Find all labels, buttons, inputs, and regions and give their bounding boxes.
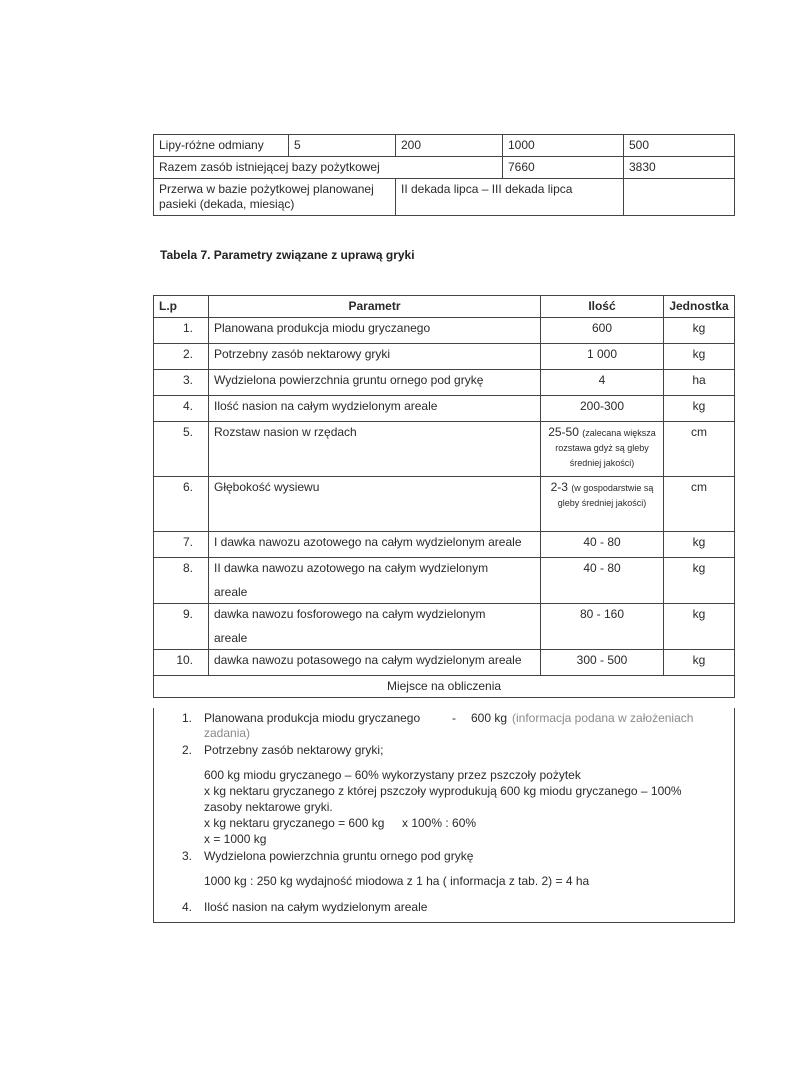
qty-note: (w gospodarstwie są gleby średniej jakości) xyxy=(557,483,654,508)
header-row xyxy=(154,296,735,318)
calc-item-3: Wydzielona powierzchnia gruntu ornego pod grykę xyxy=(204,849,474,863)
calc-header: Miejsce na obliczenia xyxy=(154,676,735,698)
param-line: II dawka nawozu azotowego na całym wydzielonym xyxy=(214,561,489,575)
table-row xyxy=(154,604,735,650)
calc-item-1: Planowana produkcja miodu gryczanego xyxy=(204,711,421,725)
header-unit: Jednostka xyxy=(664,296,735,318)
row-number: 3. xyxy=(154,370,209,396)
table-row xyxy=(154,157,735,179)
table-row xyxy=(154,318,735,344)
item-number: 2. xyxy=(181,743,192,757)
row-number: 1. xyxy=(154,318,209,344)
calc-dash: - xyxy=(452,711,456,725)
row-unit: kg xyxy=(664,650,735,676)
cell: 7660 xyxy=(503,157,624,179)
qty-value: 25-50 xyxy=(548,425,579,439)
table-row xyxy=(154,477,735,532)
calculations-area xyxy=(153,708,735,923)
calc-info: (informacja podana w założeniach xyxy=(512,711,694,725)
table-row xyxy=(154,396,735,422)
parameters-table xyxy=(153,295,735,698)
table-row xyxy=(154,422,735,477)
row-param: Głębokość wysiewu xyxy=(209,477,541,532)
row-number: 8. xyxy=(154,558,209,604)
row-param: Wydzielona powierzchnia gruntu ornego pod grykę xyxy=(209,370,541,396)
row-qty: 200-300 xyxy=(541,396,664,422)
top-continuation-table xyxy=(153,134,735,216)
cell: II dekada lipca – III dekada lipca xyxy=(396,179,624,216)
item-number: 1. xyxy=(181,711,192,725)
row-qty: 600 xyxy=(541,318,664,344)
param-line: areale xyxy=(214,631,248,645)
row-number: 10. xyxy=(154,650,209,676)
calc-item-4: Ilość nasion na całym wydzielonym areale xyxy=(204,900,428,914)
row-number: 2. xyxy=(154,344,209,370)
calc-line: 600 kg miodu gryczanego – 60% wykorzystany przez pszczoły pożytek xyxy=(204,768,581,782)
table-row xyxy=(154,344,735,370)
cell: Przerwa w bazie pożytkowej planowanej pasieki (dekada, miesiąc) xyxy=(154,179,396,216)
table-row xyxy=(154,558,735,604)
cell: 1000 xyxy=(503,135,624,157)
row-unit: cm xyxy=(664,477,735,532)
calc-line: x kg nektaru gryczanego = 600 kg xyxy=(204,816,385,830)
row-unit: ha xyxy=(664,370,735,396)
cell: Razem zasób istniejącej bazy pożytkowej xyxy=(154,157,503,179)
row-param: I dawka nawozu azotowego na całym wydzielonym areale xyxy=(209,532,541,558)
row-param: Ilość nasion na całym wydzielonym areale xyxy=(209,396,541,422)
table-row xyxy=(154,532,735,558)
row-unit: kg xyxy=(664,318,735,344)
calc-item-2: Potrzebny zasób nektarowy gryki; xyxy=(204,743,384,757)
cell: Lipy-różne odmiany xyxy=(154,135,289,157)
row-param xyxy=(209,558,541,604)
header-lp: L.p xyxy=(154,296,209,318)
param-line: dawka nawozu fosforowego na całym wydzielonym xyxy=(214,607,486,621)
header-qty: Ilość xyxy=(541,296,664,318)
calc-value: 600 kg xyxy=(471,711,508,725)
row-qty: 80 - 160 xyxy=(541,604,664,650)
cell: 200 xyxy=(396,135,503,157)
row-number: 7. xyxy=(154,532,209,558)
table-row xyxy=(154,370,735,396)
cell xyxy=(624,179,735,216)
row-param: Planowana produkcja miodu gryczanego xyxy=(209,318,541,344)
row-unit: kg xyxy=(664,344,735,370)
table-row xyxy=(154,135,735,157)
cell: 5 xyxy=(289,135,396,157)
row-unit: cm xyxy=(664,422,735,477)
row-number: 4. xyxy=(154,396,209,422)
table-row xyxy=(154,650,735,676)
item-number: 3. xyxy=(181,849,192,863)
row-param xyxy=(209,604,541,650)
row-unit: kg xyxy=(664,532,735,558)
row-qty: 1 000 xyxy=(541,344,664,370)
table-caption: Tabela 7. Parametry związane z uprawą gryki xyxy=(160,248,415,262)
row-qty: 40 - 80 xyxy=(541,532,664,558)
row-unit: kg xyxy=(664,396,735,422)
row-number: 6. xyxy=(154,477,209,532)
qty-note: (zalecana większa rozstawa gdyż są gleby średniej jakości) xyxy=(555,428,656,468)
table-row xyxy=(154,179,735,216)
row-number: 5. xyxy=(154,422,209,477)
cell: 500 xyxy=(624,135,735,157)
row-param: dawka nawozu potasowego na całym wydzielonym areale xyxy=(209,650,541,676)
qty-value: 2-3 xyxy=(550,480,568,494)
row-number: 9. xyxy=(154,604,209,650)
header-param: Parametr xyxy=(209,296,541,318)
row-unit: kg xyxy=(664,604,735,650)
param-line: areale xyxy=(214,585,248,599)
calc-header-row xyxy=(154,676,735,698)
item-number: 4. xyxy=(181,900,192,914)
row-qty xyxy=(541,477,664,532)
calc-line: zasoby nektarowe gryki. xyxy=(204,800,333,814)
row-unit: kg xyxy=(664,558,735,604)
calc-info: zadania) xyxy=(204,726,251,740)
calc-line: x kg nektaru gryczanego z której pszczoły wyprodukują 600 kg miodu gryczanego – 100% xyxy=(204,784,682,798)
calc-line: x 100% : 60% xyxy=(402,816,477,830)
row-param: Rozstaw nasion w rzędach xyxy=(209,422,541,477)
calc-line: 1000 kg : 250 kg wydajność miodowa z 1 ha ( informacja z tab. 2) = 4 ha xyxy=(204,874,590,888)
row-qty xyxy=(541,422,664,477)
row-qty: 300 - 500 xyxy=(541,650,664,676)
row-qty: 4 xyxy=(541,370,664,396)
cell: 3830 xyxy=(624,157,735,179)
calc-line: x = 1000 kg xyxy=(204,832,267,846)
row-param: Potrzebny zasób nektarowy gryki xyxy=(209,344,541,370)
row-qty: 40 - 80 xyxy=(541,558,664,604)
